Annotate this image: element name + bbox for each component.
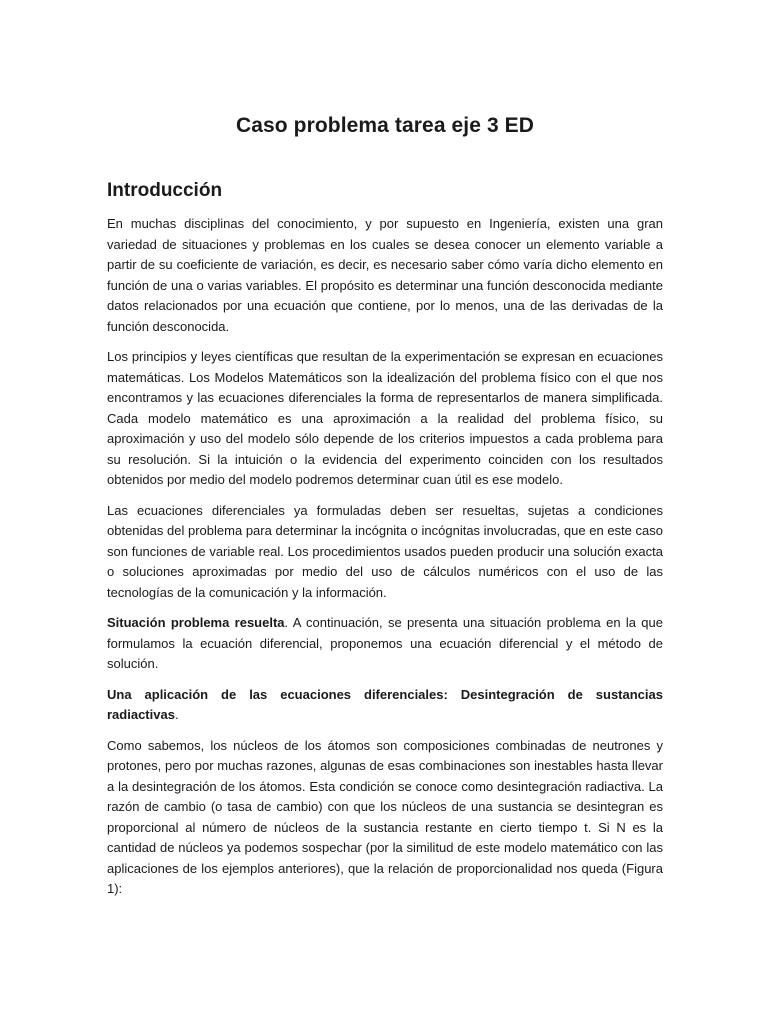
paragraph-intro-2: Los principios y leyes científicas que resultan de la experimentación se expresan en ecuaciones matemáticas. Los Modelos Matemáticos son la idealización del problema físico con el que nos encontramos y las ecuaciones diferenciales la forma de representarlos de manera simplificada. Cada modelo matemático es una aproximación a la realidad del problema físico, su aproximación y uso del modelo sólo depende de los criterios impuestos a cada problema para su resolución. Si la intuición o la evidencia del experimento coinciden con los resultados obtenidos por medio del modelo podremos determinar cuan útil es ese modelo. xyxy=(107,349,663,487)
section-heading-introduccion: Introducción xyxy=(107,180,223,201)
aplicacion-heading-label: Una aplicación de las ecuaciones diferenciales: Desintegración de sustancias radiactivas xyxy=(107,686,663,722)
paragraph-aplicacion-heading xyxy=(107,685,663,726)
situacion-problema-text: . A continuación, se presenta una situación problema en la que formulamos la ecuación diferencial, proponemos una ecuación diferencial y el método de solución. xyxy=(107,615,663,671)
document-title: Caso problema tarea eje 3 ED xyxy=(235,114,535,137)
aplicacion-heading-period: . xyxy=(174,707,179,722)
situacion-problema-label: Situación problema resuelta xyxy=(107,615,285,630)
paragraph-situacion-problema xyxy=(107,613,663,675)
paragraph-intro-1: En muchas disciplinas del conocimiento, y por supuesto en Ingeniería, existen una gran variedad de situaciones y problemas en los cuales se desea conocer un elemento variable a partir de su coeficiente de variación, es decir, es necesario saber cómo varía dicho elemento en función de una o varias variables. El propósito es determinar una función desconocida mediante datos relacionados por una ecuación que contiene, por lo menos, una de las derivadas de la función desconocida. xyxy=(107,216,663,334)
paragraph-intro-3: Las ecuaciones diferenciales ya formuladas deben ser resueltas, sujetas a condiciones obtenidas del problema para determinar la incógnita o incógnitas involucradas, que en este caso son funciones de variable real. Los procedimientos usados pueden producir una solución exacta o soluciones aproximadas por medio del uso de cálculos numéricos con el uso de las tecnologías de la comunicación y la información. xyxy=(107,502,663,600)
paragraph-desintegracion: Como sabemos, los núcleos de los átomos son composiciones combinadas de neutrones y protones, pero por muchas razones, algunas de esas combinaciones son inestables hasta llevar a la desintegración de los átomos. Esta condición se conoce como desintegración radiactiva. La razón de cambio (o tasa de cambio) con que los núcleos de una sustancia se desintegran es proporcional al número de núcleos de la sustancia restante en cierto tiempo t. Si N es la cantidad de núcleos ya podemos sospechar (por la similitud de este modelo matemático con las aplicaciones de los ejemplos anteriores), que la relación de proporcionalidad nos queda (Figura 1): xyxy=(107,737,663,896)
